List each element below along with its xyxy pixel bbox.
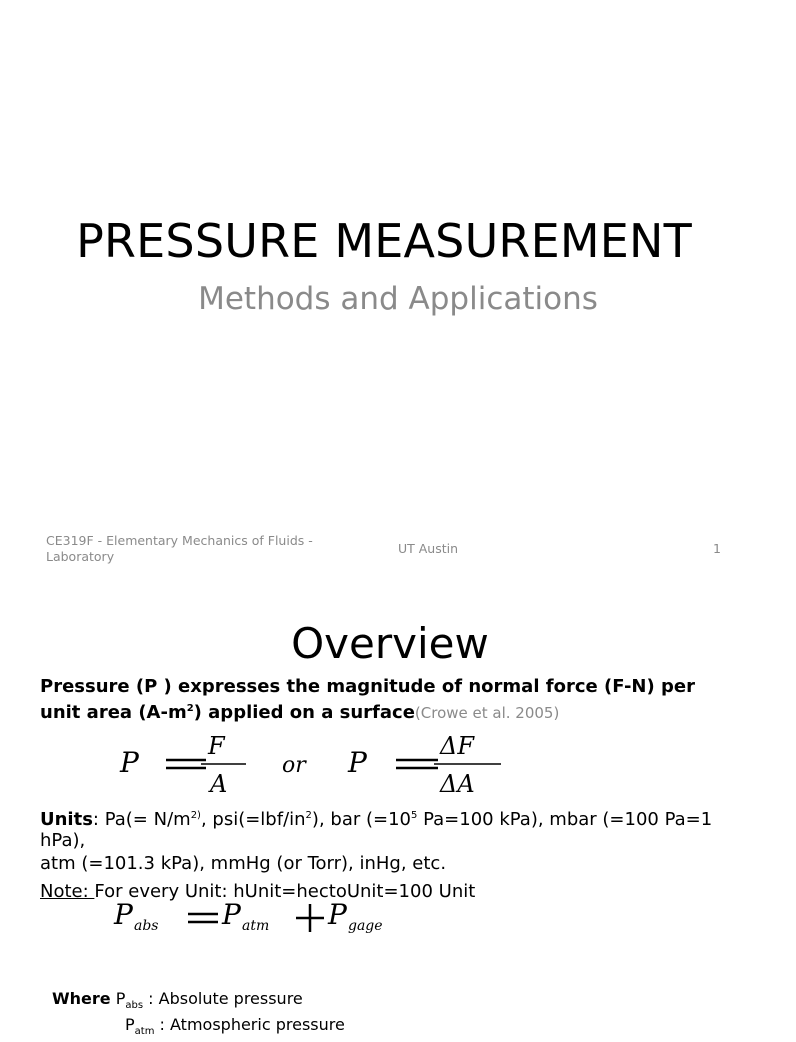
units-paragraph — [40, 805, 740, 851]
pressure-definition — [40, 676, 740, 724]
units-sup: 5 — [410, 810, 418, 821]
formula-numerator: F — [208, 732, 225, 760]
formula-denominator: A — [210, 770, 228, 798]
formula-denominator-2: ΔA — [440, 770, 475, 798]
units-sup: 2) — [190, 810, 201, 821]
definition-text-end: ) applied on a surface — [193, 702, 415, 723]
p-gage: P — [328, 898, 347, 931]
footer-course: CE319F - Elementary Mechanics of Fluids - Laboratory — [46, 533, 313, 564]
units-text: , psi(=lbf/in — [200, 809, 306, 830]
sub-atm: atm — [242, 918, 270, 934]
p-atm: P — [222, 898, 241, 931]
formula-lhs-2: P — [348, 746, 367, 779]
definition-text: Pressure (P ) expresses the magnitude of normal force (F-N) per unit area (A-m — [40, 676, 695, 723]
where-description: : Atmospheric pressure — [154, 1015, 345, 1034]
where-description: : Absolute pressure — [143, 989, 303, 1008]
definition-superscript: 2 — [186, 703, 194, 714]
absolute-pressure-formula — [110, 894, 410, 938]
units-text: : Pa(= N/m — [92, 809, 191, 830]
units-line-2: atm (=101.3 kPa), mmHg (or Torr), inHg, etc. — [40, 853, 447, 874]
overview-slide — [0, 576, 768, 1038]
formula-or: or — [282, 753, 306, 778]
where-symbol: P — [125, 1015, 135, 1034]
sub-abs: abs — [134, 918, 159, 934]
units-sup: 2 — [305, 810, 312, 821]
formula-lhs: P — [120, 746, 139, 779]
units-text: ), bar (=10 — [311, 809, 411, 830]
sub-gage: gage — [348, 918, 383, 934]
where-symbol: P — [115, 989, 126, 1008]
footer-institution: UT Austin — [398, 541, 459, 556]
footer-page-number: 1 — [713, 541, 721, 556]
where-line-1 — [52, 989, 303, 1016]
slide-title: Overview — [291, 619, 489, 668]
where-label: Where — [52, 989, 111, 1008]
units-label: Units — [40, 809, 93, 830]
where-line-2 — [125, 1015, 345, 1042]
note-text: For every Unit: hUnit=hectoUnit=100 Unit — [94, 881, 476, 902]
p-abs: P — [114, 898, 133, 931]
note-label: Note: — [40, 881, 95, 902]
where-subscript: abs — [125, 1000, 144, 1012]
slide-subtitle: Methods and Applications — [198, 281, 598, 317]
units-text: Pa=100 kPa), mbar (=100 Pa=1 hPa), — [40, 809, 713, 851]
citation: (Crowe et al. 2005) — [414, 704, 560, 722]
formula-numerator-2: ΔF — [440, 732, 474, 760]
slide-title: PRESSURE MEASUREMENT — [76, 214, 692, 268]
pressure-formula — [116, 730, 516, 796]
where-subscript: atm — [134, 1026, 155, 1038]
